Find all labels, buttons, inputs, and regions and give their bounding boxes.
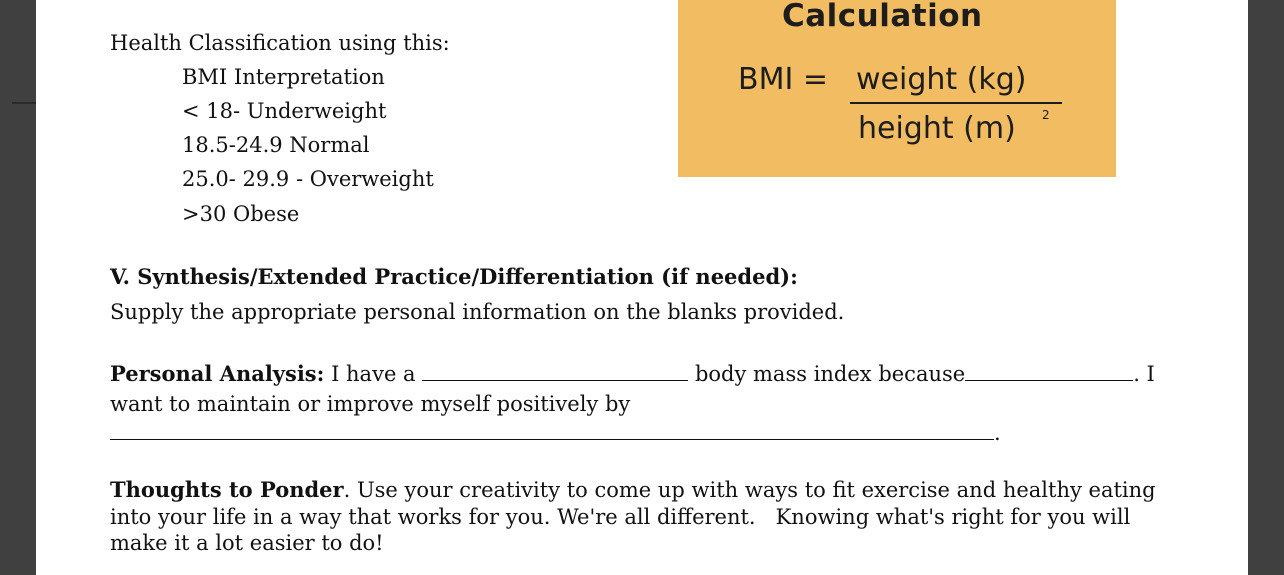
bmi-formula-box — [678, 0, 1116, 177]
bmi-label: BMI = — [738, 62, 828, 97]
bmi-range-normal: 18.5-24.9 Normal — [182, 133, 370, 157]
blank-bmi-category[interactable] — [422, 362, 688, 381]
formula-exponent: 2 — [1042, 108, 1050, 122]
formula-numerator: weight (kg) — [856, 62, 1027, 97]
calculation-heading: Calculation — [782, 0, 983, 34]
ponder-text-1: . Use your creativity to come up with ways to fit exercise and healthy eating — [343, 478, 1156, 502]
ponder-line-3: make it a lot easier to do! — [110, 531, 384, 555]
analysis-text-1: I have a — [331, 362, 416, 386]
document-page — [36, 0, 1248, 575]
bmi-range-underweight: < 18- Underweight — [182, 99, 387, 123]
section-v-instruction: Supply the appropriate personal information on the blanks provided. — [110, 300, 845, 324]
section-v-heading: V. Synthesis/Extended Practice/Differentiation (if needed): — [110, 264, 798, 289]
bmi-range-overweight: 25.0- 29.9 - Overweight — [182, 167, 434, 191]
margin-mark — [12, 102, 36, 104]
health-classification-title: Health Classification using this: — [110, 31, 450, 55]
personal-analysis-line — [110, 361, 1155, 387]
fraction-bar — [850, 102, 1062, 104]
bmi-range-obese: >30 Obese — [182, 202, 300, 226]
ponder-line-2: into your life in a way that works for you. We're all different. Knowing what's right for you will — [110, 505, 1131, 529]
blank-improvement-plan[interactable] — [110, 421, 994, 440]
analysis-end-period: . — [994, 421, 1001, 445]
ponder-line-1 — [110, 477, 1156, 503]
viewer-right-margin — [1248, 0, 1284, 575]
viewer-left-margin — [0, 0, 36, 575]
personal-analysis-label: Personal Analysis: — [110, 361, 325, 386]
analysis-line-2: want to maintain or improve myself positively by — [110, 392, 631, 416]
thoughts-to-ponder-label: Thoughts to Ponder — [110, 477, 344, 502]
bmi-interpretation-heading: BMI Interpretation — [182, 65, 385, 89]
formula-denominator: height (m) — [858, 111, 1016, 146]
analysis-text-2: body mass index because — [694, 362, 966, 386]
analysis-text-3: . I — [1133, 362, 1155, 386]
blank-reason[interactable] — [965, 362, 1133, 381]
